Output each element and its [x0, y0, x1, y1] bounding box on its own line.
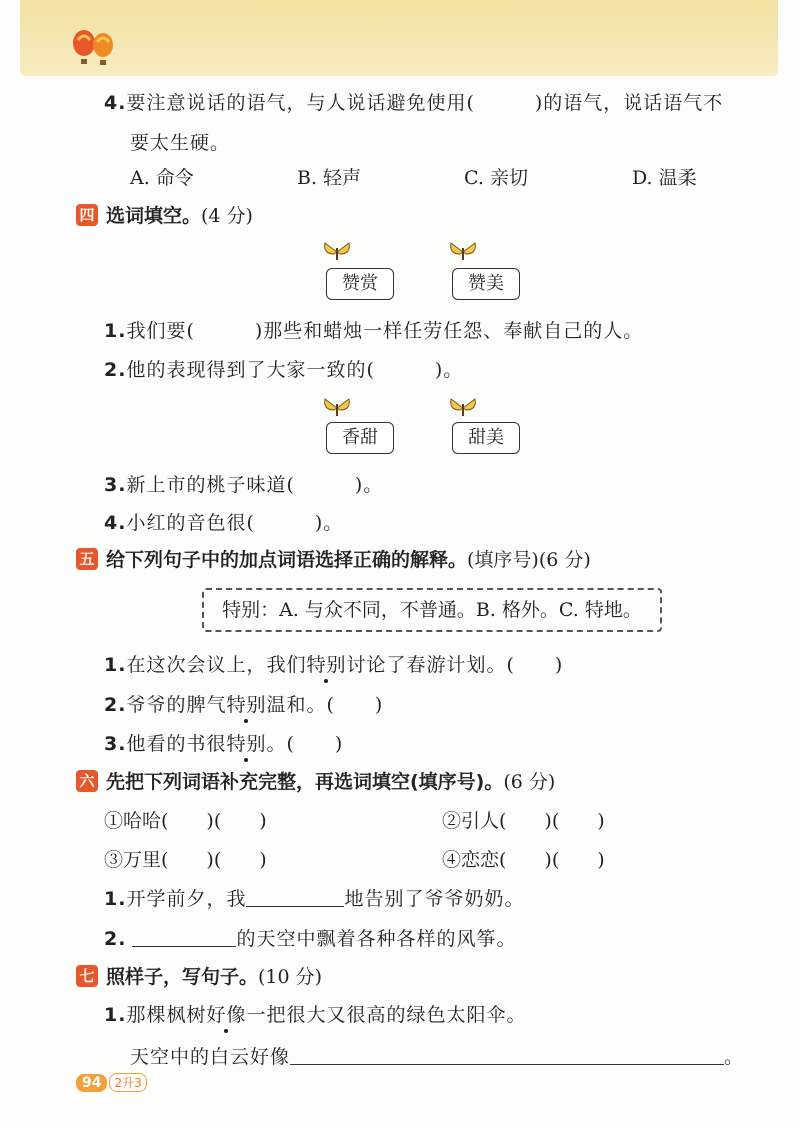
butterfly-icon — [322, 396, 352, 420]
dotted-word: 特别 — [226, 690, 266, 717]
meaning-item-2: 2.爷爷的脾气特别温和。( ) — [104, 690, 383, 717]
section-badge: 七 — [76, 965, 98, 987]
meaning-item-1: 1.在这次会议上，我们特别讨论了春游计划。( ) — [104, 650, 563, 677]
definition-box: 特别：A. 与众不同，不普通。B. 格外。C. 特地。 — [202, 588, 662, 632]
word-card: 香甜 — [326, 422, 394, 454]
butterfly-icon — [448, 240, 478, 264]
idiom-1: ①哈哈( )( ) — [104, 810, 267, 832]
hot-air-balloon-icon — [70, 30, 118, 70]
dotted-word: 特别 — [226, 729, 266, 756]
word-card: 赞美 — [452, 268, 520, 300]
fill-item-2: 2.他的表现得到了大家一致的( )。 — [104, 359, 464, 381]
sentence-prompt: 天空中的白云好像 。 — [130, 1046, 745, 1068]
section-6-heading: 六 先把下列词语补充完整，再选词填空(填序号)。(6 分) — [76, 767, 555, 794]
answer-blank — [132, 946, 236, 947]
section-5-heading: 五 给下列句子中的加点词语选择正确的解释。(填序号)(6 分) — [76, 545, 591, 572]
blank-item-2: 2. 的天空中飘着各种各样的风筝。 — [104, 928, 517, 950]
butterfly-icon — [448, 396, 478, 420]
section-badge: 四 — [76, 204, 98, 226]
sentence-example: 1.那棵枫树好像一把很大又很高的绿色太阳伞。 — [104, 1000, 527, 1027]
dotted-word: 特别 — [306, 650, 346, 677]
word-card: 赞赏 — [326, 268, 394, 300]
option-a: A. 命令 — [130, 167, 194, 189]
idiom-4: ④恋恋( )( ) — [442, 849, 605, 871]
question-4-line2: 要太生硬。 — [130, 132, 231, 154]
page-footer — [76, 1072, 147, 1092]
idiom-2: ②引人( )( ) — [442, 810, 605, 832]
butterfly-icon — [322, 240, 352, 264]
section-badge: 五 — [76, 548, 98, 570]
section-4-heading: 四 选词填空。(4 分) — [76, 201, 253, 228]
option-d: D. 温柔 — [632, 167, 697, 189]
meaning-item-3: 3.他看的书很特别。( ) — [104, 729, 343, 756]
answer-blank — [246, 906, 344, 907]
dotted-word: 好像 — [206, 1000, 246, 1027]
fill-item-1: 1.我们要( )那些和蜡烛一样任劳任怨、奉献自己的人。 — [104, 320, 644, 342]
header-banner — [20, 0, 778, 76]
option-c: C. 亲切 — [464, 167, 528, 189]
page-number: 94 — [76, 1074, 107, 1092]
grade-badge: 2升3 — [109, 1073, 146, 1092]
section-7-heading: 七 照样子，写句子。(10 分) — [76, 962, 322, 989]
fill-item-4: 4.小红的音色很( )。 — [104, 512, 344, 534]
word-card: 甜美 — [452, 422, 520, 454]
option-b: B. 轻声 — [297, 167, 362, 189]
fill-item-3: 3.新上市的桃子味道( )。 — [104, 474, 384, 496]
blank-item-1: 1.开学前夕，我 地告别了爷爷奶奶。 — [104, 888, 525, 910]
section-badge: 六 — [76, 770, 98, 792]
idiom-3: ③万里( )( ) — [104, 849, 267, 871]
answer-blank — [290, 1064, 724, 1065]
question-4-line1: 4.要注意说话的语气，与人说话避免使用( )的语气，说话语气不 — [104, 92, 724, 114]
